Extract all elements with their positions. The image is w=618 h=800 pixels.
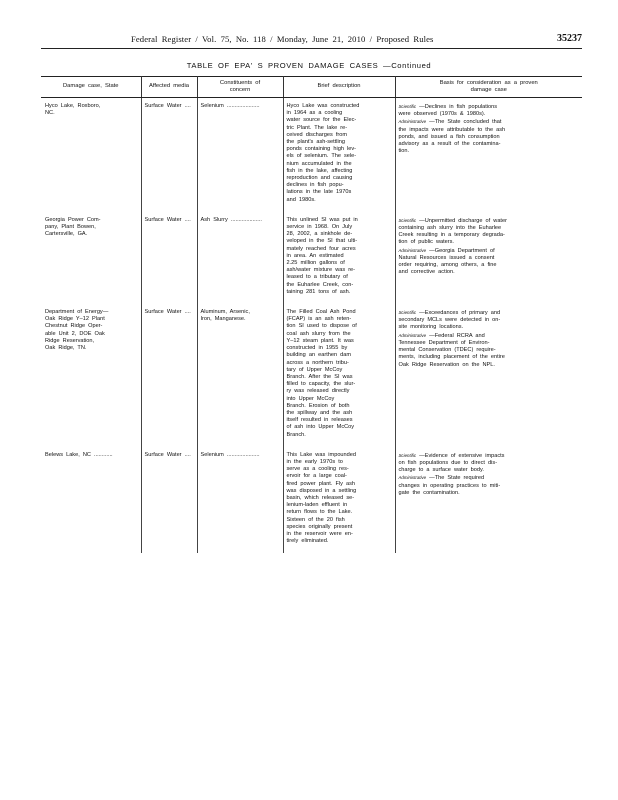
basis-cell: [395, 98, 582, 212]
page-header: [41, 34, 582, 46]
basis-text: —Georgia Department of Natural Resources issued a consent order requiring, among others, a fine and corrective action.: [398, 247, 497, 276]
basis-scientific: [399, 103, 580, 118]
basis-text: —The State required changes in operating practices to miti- gate the contamination.: [398, 475, 501, 496]
damage-case-cell: Department of Energy— Oak Ridge Y–12 Plant Chestnut Ridge Oper- able Unit 2, DOE Oak Ridge Reservation, Oak Ridge, TN.: [41, 304, 141, 447]
basis-key-scientific: Scientific: [398, 452, 417, 458]
affected-media-cell: Surface Water ....: [141, 98, 197, 212]
description-cell: This unlined SI was put in service in 1968. On July 28, 2002, a sinkhole de- veloped in the SI that ulti- mately reached four acres in area. An estimated 2.25 million gallons of ash/water mixture was re- leased to a tributary of the Euharlee Creek, con- taining 281 tons of ash.: [283, 212, 395, 304]
damage-case-cell: Belews Lake, NC ............: [41, 447, 141, 554]
basis-administrative: [399, 247, 580, 277]
table-row: [41, 98, 582, 212]
basis-key-administrative: Administrative: [398, 332, 427, 338]
description-cell: This Lake was impounded in the early 1970s to serve as a cooling res- ervoir for a large coal- fired power plant. Fly ash was disposed in a settling basin, which released se- lenium-laden effluent in return flows to the Lake. Sixteen of the 20 fish species originally present in the reservoir were en- tirely eliminated.: [283, 447, 395, 554]
basis-text: —The State concluded that the impacts were attributable to the ash ponds, and issued a fish consumption advisory as a result of the contamina- tion.: [398, 119, 506, 155]
col-header-brief-description: Brief description: [283, 77, 395, 98]
basis-text: —Evidence of extensive impacts on fish populations due to direct dis- charge to a surface water body.: [398, 452, 505, 474]
basis-text: —Exceedances of primary and secondary MCLs were detected in on- site monitoring locations.: [398, 310, 501, 331]
basis-administrative: [399, 332, 580, 369]
affected-media-cell: Surface Water ....: [141, 304, 197, 447]
description-cell: Hyco Lake was constructed in 1964 as a cooling water source for the Elec- tric Plant. The lake re- ceived discharges from the plant's ash-settling ponds containing high lev- els of selenium. The sele- nium accumulated in the fish in the lake, affecting reproduction and causing declines in fish popu- lations in the late 1970s and 1980s.: [283, 98, 395, 212]
basis-key-administrative: Administrative: [398, 475, 427, 481]
page-number: 35237: [557, 33, 582, 44]
basis-administrative: [399, 118, 580, 155]
col-header-basis: Basis for consideration as a proven damage case: [395, 77, 582, 98]
col-header-damage-case: Damage case, State: [41, 77, 141, 98]
basis-key-administrative: Administrative: [398, 119, 427, 125]
damage-case-cell: Hyco Lake, Roxboro, NC.: [41, 98, 141, 212]
constituents-cell: Selenium .....................: [197, 98, 283, 212]
col-header-affected-media: Affected media: [141, 77, 197, 98]
damage-cases-table: [41, 76, 582, 553]
basis-scientific: [399, 452, 580, 475]
basis-cell: [395, 212, 582, 304]
basis-key-scientific: Scientific: [398, 104, 417, 109]
description-cell: The Filled Coal Ash Pond (FCAP) is an ash reten- tion SI used to dispose of coal ash slurry from the Y–12 steam plant. It was constructed in 1955 by building an earthen dam across a northern tribu- tary of Upper McCoy Branch. After the SI was filled to capacity, the slur- ry was released directly into Upper McCoy Branch. Erosion of both the spillway and the ash itself resulted in releases of ash into Upper McCoy Branch.: [283, 304, 395, 447]
running-head: Federal Register / Vol. 75, No. 118 / Monday, June 21, 2010 / Proposed Rules: [131, 34, 434, 44]
constituents-cell: Aluminum, Arsenic, Iron, Manganese.: [197, 304, 283, 447]
table-row: [41, 304, 582, 447]
table-row: [41, 212, 582, 304]
basis-text: —Declines in fish populations were observed (1970s & 1980s).: [398, 104, 498, 118]
basis-scientific: [399, 217, 580, 247]
basis-text: —Unpermitted discharge of water containing ash slurry into the Euharlee Creek resulting in a temporary degrada- tion of public waters.: [398, 217, 507, 246]
basis-administrative: [399, 474, 580, 497]
basis-scientific: [399, 309, 580, 332]
basis-key-administrative: Administrative: [398, 247, 427, 253]
constituents-cell: Ash Slurry ....................: [197, 212, 283, 304]
basis-cell: [395, 304, 582, 447]
table-row: [41, 447, 582, 554]
table-header-row: [41, 77, 582, 98]
basis-cell: [395, 447, 582, 554]
basis-key-scientific: Scientific: [398, 310, 417, 316]
basis-text: —Federal RCRA and Tennessee Department of Environ- mental Conservation (TDEC) require- ments, including placement of the entire Oak Ridge Reservation on the NPL.: [398, 332, 505, 368]
affected-media-cell: Surface Water ....: [141, 212, 197, 304]
basis-key-scientific: Scientific: [398, 217, 417, 223]
affected-media-cell: Surface Water ....: [141, 447, 197, 554]
constituents-cell: Selenium .....................: [197, 447, 283, 554]
table-title: TABLE OF EPA' S PROVEN DAMAGE CASES —Continued: [186, 61, 432, 70]
col-header-constituents: Constituents of concern: [197, 77, 283, 98]
damage-case-cell: Georgia Power Com- pany, Plant Bowen, Cartersville, GA.: [41, 212, 141, 304]
header-rule: [41, 48, 582, 49]
